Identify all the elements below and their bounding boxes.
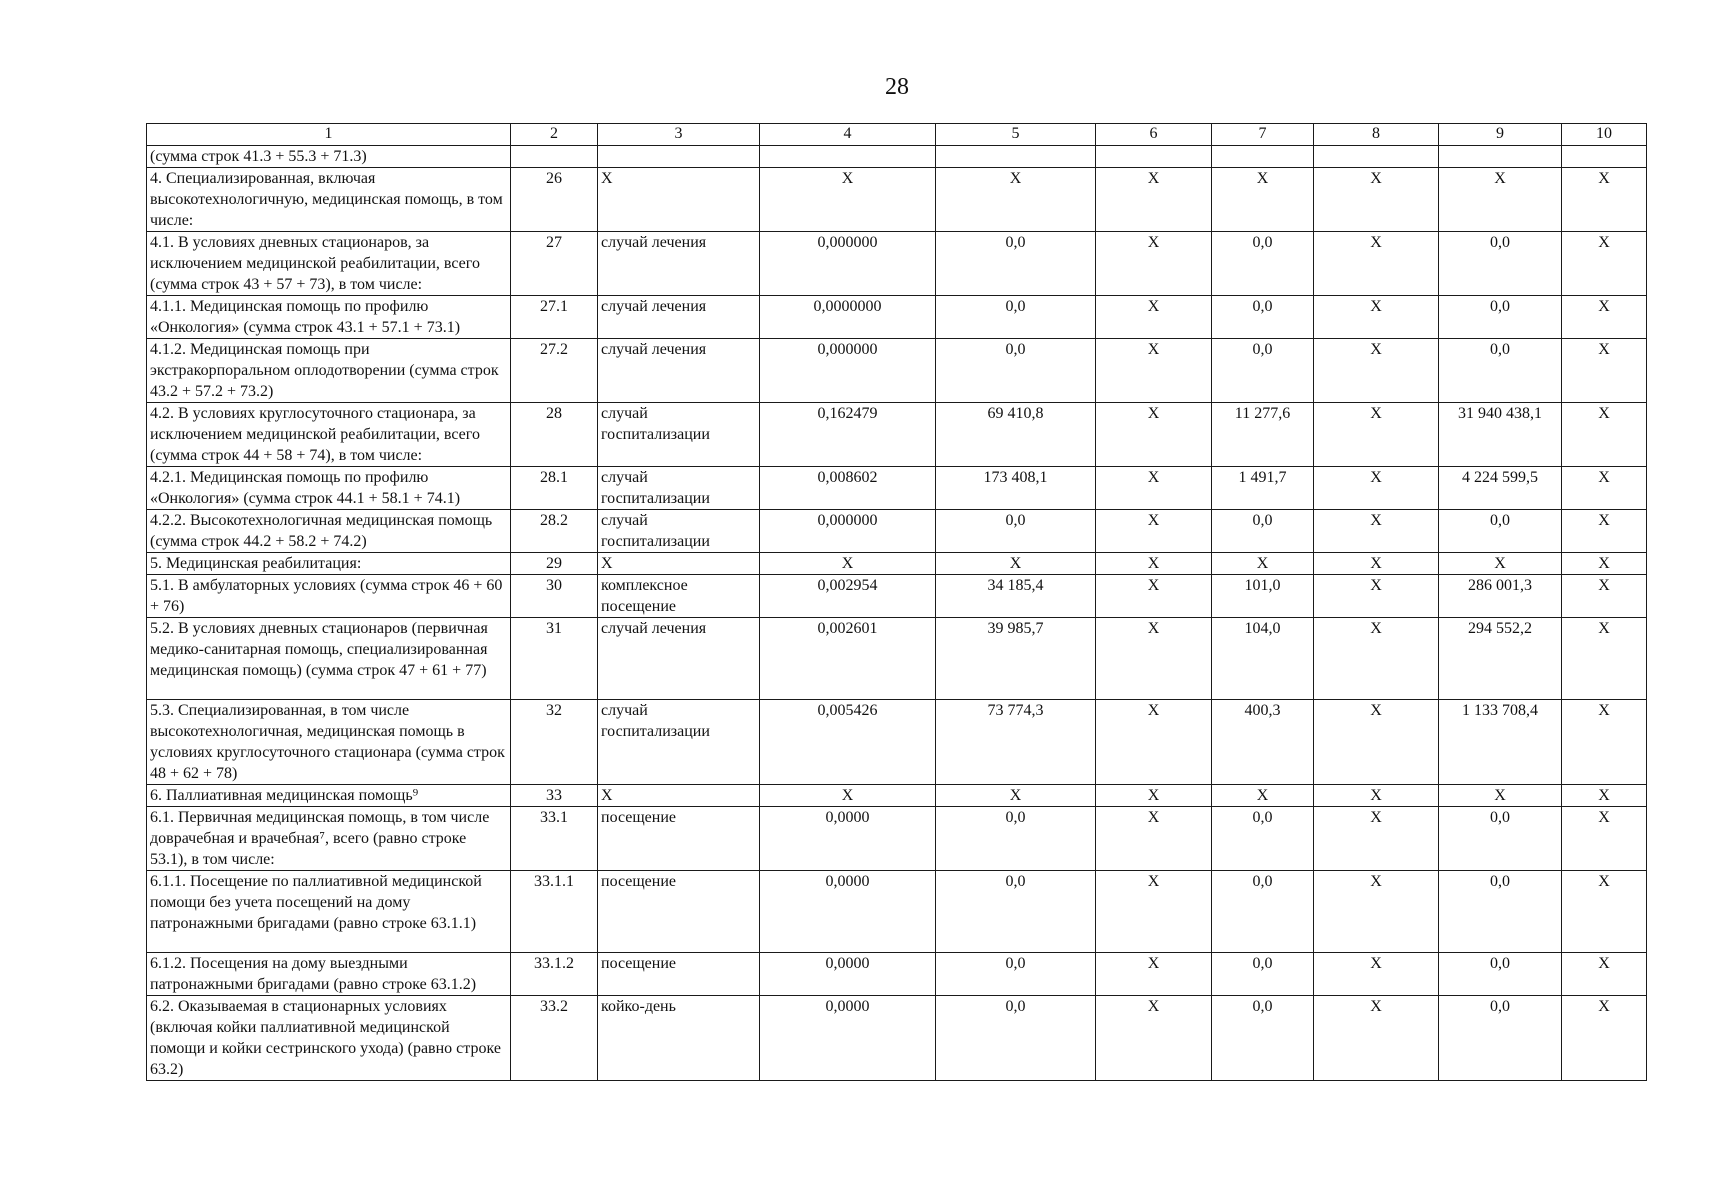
table-cell: 0,0 bbox=[1439, 510, 1562, 553]
table-cell: Х bbox=[1096, 785, 1212, 807]
table-cell: случай лечения bbox=[598, 339, 760, 403]
table-cell: 4.2. В условиях круглосуточного стационара, за исключением медицинской реабилитации, всего (сумма строк 44 + 58 + 74), в том числе: bbox=[147, 403, 511, 467]
table-cell: 30 bbox=[511, 575, 598, 618]
table-cell: 0,0 bbox=[1212, 510, 1314, 553]
table-cell: Х bbox=[1096, 871, 1212, 953]
table-cell: 4.2.1. Медицинская помощь по профилю «Онкология» (сумма строк 44.1 + 58.1 + 74.1) bbox=[147, 467, 511, 510]
table-cell bbox=[1096, 146, 1212, 168]
table-row bbox=[147, 232, 1647, 296]
table-cell bbox=[598, 146, 760, 168]
table-cell: 39 985,7 bbox=[936, 618, 1096, 700]
table-cell: Х bbox=[1314, 953, 1439, 996]
table-cell: Х bbox=[1314, 700, 1439, 785]
table-row bbox=[147, 146, 1647, 168]
table-cell: 33.2 bbox=[511, 996, 598, 1081]
table-cell: 0,0 bbox=[936, 871, 1096, 953]
table-cell bbox=[1212, 146, 1314, 168]
table-cell: 1 491,7 bbox=[1212, 467, 1314, 510]
table-cell: 33 bbox=[511, 785, 598, 807]
table-cell: 6.2. Оказываемая в стационарных условиях (включая койки паллиативной медицинской помощи и койки сестринского ухода) (равно строке 63.2) bbox=[147, 996, 511, 1081]
table-cell: 6.1.2. Посещения на дому выездными патронажными бригадами (равно строке 63.1.2) bbox=[147, 953, 511, 996]
table-cell: Х bbox=[1096, 467, 1212, 510]
table-cell: 33.1 bbox=[511, 807, 598, 871]
table-cell: 0,0 bbox=[936, 232, 1096, 296]
table-cell: 0,005426 bbox=[760, 700, 936, 785]
table-row bbox=[147, 871, 1647, 953]
table-cell: 5. Медицинская реабилитация: bbox=[147, 553, 511, 575]
table-cell: 11 277,6 bbox=[1212, 403, 1314, 467]
table-cell: 6. Паллиативная медицинская помощь⁹ bbox=[147, 785, 511, 807]
table-cell: Х bbox=[1439, 785, 1562, 807]
table-cell: Х bbox=[1096, 618, 1212, 700]
table-cell: 5.2. В условиях дневных стационаров (первичная медико-санитарная помощь, специализированная медицинская помощь) (сумма строк 47 + 61 + 77) bbox=[147, 618, 511, 700]
table-cell: 33.1.1 bbox=[511, 871, 598, 953]
table-cell: 73 774,3 bbox=[936, 700, 1096, 785]
table-cell: Х bbox=[1212, 168, 1314, 232]
table-cell: (сумма строк 41.3 + 55.3 + 71.3) bbox=[147, 146, 511, 168]
table-cell bbox=[1562, 146, 1647, 168]
table-cell: Х bbox=[1096, 953, 1212, 996]
table-cell: Х bbox=[1562, 339, 1647, 403]
table-cell: Х bbox=[1096, 296, 1212, 339]
table-cell: 0,0 bbox=[936, 296, 1096, 339]
table-cell: 0,0 bbox=[1439, 339, 1562, 403]
table-row bbox=[147, 467, 1647, 510]
table-cell: 0,0 bbox=[936, 339, 1096, 403]
table-cell: 0,0000 bbox=[760, 953, 936, 996]
table-cell: 0,0 bbox=[1212, 996, 1314, 1081]
table-cell: 28.1 bbox=[511, 467, 598, 510]
table-cell: Х bbox=[1562, 296, 1647, 339]
table-cell: 4.1. В условиях дневных стационаров, за исключением медицинской реабилитации, всего (сумма строк 43 + 57 + 73), в том числе: bbox=[147, 232, 511, 296]
table-body bbox=[147, 146, 1647, 1081]
column-header: 10 bbox=[1562, 124, 1647, 146]
table-cell: 0,000000 bbox=[760, 339, 936, 403]
table-cell: 33.1.2 bbox=[511, 953, 598, 996]
table-cell bbox=[511, 146, 598, 168]
table-cell: 0,0 bbox=[936, 807, 1096, 871]
page-number: 28 bbox=[885, 74, 909, 100]
table-cell: койко-день bbox=[598, 996, 760, 1081]
table-cell: 6.1.1. Посещение по паллиативной медицинской помощи без учета посещений на дому патронажными бригадами (равно строке 63.1.1) bbox=[147, 871, 511, 953]
table-cell: Х bbox=[1562, 403, 1647, 467]
table-cell: 0,0 bbox=[1439, 953, 1562, 996]
table-cell: Х bbox=[936, 553, 1096, 575]
table-cell: Х bbox=[598, 553, 760, 575]
table-cell: 6.1. Первичная медицинская помощь, в том числе доврачебная и врачебная⁷, всего (равно строке 53.1), в том числе: bbox=[147, 807, 511, 871]
column-header: 4 bbox=[760, 124, 936, 146]
table-row bbox=[147, 553, 1647, 575]
table-cell: 4.1.1. Медицинская помощь по профилю «Онкология» (сумма строк 43.1 + 57.1 + 73.1) bbox=[147, 296, 511, 339]
table-cell: Х bbox=[760, 553, 936, 575]
table-cell: случай лечения bbox=[598, 296, 760, 339]
table-cell: Х bbox=[1096, 339, 1212, 403]
table-cell: 400,3 bbox=[1212, 700, 1314, 785]
table-cell: 29 bbox=[511, 553, 598, 575]
table-cell: 0,0000 bbox=[760, 871, 936, 953]
table-cell: 1 133 708,4 bbox=[1439, 700, 1562, 785]
table-cell: Х bbox=[1439, 168, 1562, 232]
table-cell: Х bbox=[760, 785, 936, 807]
table-cell: Х bbox=[1314, 339, 1439, 403]
table-cell: Х bbox=[1562, 553, 1647, 575]
table-cell: 0,000000 bbox=[760, 510, 936, 553]
table-cell: случай госпитализации bbox=[598, 510, 760, 553]
table-cell: 0,0 bbox=[1439, 996, 1562, 1081]
table-row bbox=[147, 168, 1647, 232]
table-cell: Х bbox=[1314, 467, 1439, 510]
table-cell: 286 001,3 bbox=[1439, 575, 1562, 618]
table-cell: Х bbox=[1562, 168, 1647, 232]
table-cell: Х bbox=[1314, 403, 1439, 467]
table-cell: посещение bbox=[598, 953, 760, 996]
table-cell: 31 940 438,1 bbox=[1439, 403, 1562, 467]
table-cell: Х bbox=[1314, 575, 1439, 618]
table-cell: 0,0 bbox=[936, 510, 1096, 553]
table-cell: Х bbox=[1562, 618, 1647, 700]
table-cell: Х bbox=[1562, 510, 1647, 553]
table-row bbox=[147, 700, 1647, 785]
table-cell: 0,0 bbox=[1439, 871, 1562, 953]
table-cell: Х bbox=[1314, 553, 1439, 575]
table-cell: Х bbox=[1314, 996, 1439, 1081]
table-cell: 0,0000000 bbox=[760, 296, 936, 339]
table-cell: Х bbox=[1562, 575, 1647, 618]
table-row bbox=[147, 953, 1647, 996]
table-row bbox=[147, 996, 1647, 1081]
table-cell: 0,002601 bbox=[760, 618, 936, 700]
table-cell bbox=[760, 146, 936, 168]
table-cell: комплексное посещение bbox=[598, 575, 760, 618]
table-row bbox=[147, 339, 1647, 403]
data-table bbox=[146, 123, 1647, 1081]
table-cell: 31 bbox=[511, 618, 598, 700]
table-cell: 101,0 bbox=[1212, 575, 1314, 618]
table-cell: 4.2.2. Высокотехнологичная медицинская помощь (сумма строк 44.2 + 58.2 + 74.2) bbox=[147, 510, 511, 553]
column-header: 2 bbox=[511, 124, 598, 146]
table-cell: Х bbox=[1096, 403, 1212, 467]
table-cell: Х bbox=[1314, 618, 1439, 700]
table-cell: 0,0 bbox=[1439, 807, 1562, 871]
table-row bbox=[147, 807, 1647, 871]
table-cell: Х bbox=[1096, 553, 1212, 575]
table-cell: Х bbox=[1562, 785, 1647, 807]
table-cell: Х bbox=[1096, 510, 1212, 553]
table-cell: 28 bbox=[511, 403, 598, 467]
table-cell: 27 bbox=[511, 232, 598, 296]
table-cell: посещение bbox=[598, 807, 760, 871]
table-cell: Х bbox=[1562, 467, 1647, 510]
column-header: 3 bbox=[598, 124, 760, 146]
table-row bbox=[147, 785, 1647, 807]
table-cell: 0,0 bbox=[1212, 953, 1314, 996]
table-cell: 0,0 bbox=[1212, 296, 1314, 339]
table-cell: 0,0 bbox=[1212, 232, 1314, 296]
table-cell: 5.3. Специализированная, в том числе высокотехнологичная, медицинская помощь в условиях круглосуточного стационара (сумма строк 48 + 62 + 78) bbox=[147, 700, 511, 785]
table-row bbox=[147, 403, 1647, 467]
table-cell: Х bbox=[760, 168, 936, 232]
table-cell: 0,0000 bbox=[760, 996, 936, 1081]
table-cell: 32 bbox=[511, 700, 598, 785]
table-cell: 104,0 bbox=[1212, 618, 1314, 700]
table-cell: Х bbox=[1314, 168, 1439, 232]
table-cell: 0,008602 bbox=[760, 467, 936, 510]
table-cell: 34 185,4 bbox=[936, 575, 1096, 618]
table-cell: 0,0 bbox=[936, 996, 1096, 1081]
column-header: 6 bbox=[1096, 124, 1212, 146]
table-cell: Х bbox=[1314, 296, 1439, 339]
table-cell: 0,0 bbox=[1439, 296, 1562, 339]
table-cell: Х bbox=[1314, 232, 1439, 296]
table-cell: 69 410,8 bbox=[936, 403, 1096, 467]
table-row bbox=[147, 296, 1647, 339]
table-cell: 294 552,2 bbox=[1439, 618, 1562, 700]
table-cell: 0,0 bbox=[1212, 871, 1314, 953]
table-cell: Х bbox=[1096, 700, 1212, 785]
table-cell: Х bbox=[1096, 996, 1212, 1081]
column-header: 7 bbox=[1212, 124, 1314, 146]
table-cell: Х bbox=[598, 168, 760, 232]
table-cell: 0,0 bbox=[936, 953, 1096, 996]
table-cell: Х bbox=[1562, 807, 1647, 871]
table-cell: Х bbox=[1212, 785, 1314, 807]
table-cell: Х bbox=[1212, 553, 1314, 575]
table-cell: Х bbox=[1096, 232, 1212, 296]
column-header: 1 bbox=[147, 124, 511, 146]
table-cell: 5.1. В амбулаторных условиях (сумма строк 46 + 60 + 76) bbox=[147, 575, 511, 618]
table-cell: Х bbox=[1562, 871, 1647, 953]
table-cell: 0,162479 bbox=[760, 403, 936, 467]
table-cell: Х bbox=[1562, 953, 1647, 996]
table-cell: 4. Специализированная, включая высокотехнологичную, медицинская помощь, в том числе: bbox=[147, 168, 511, 232]
table-cell: 27.1 bbox=[511, 296, 598, 339]
table-cell: 4 224 599,5 bbox=[1439, 467, 1562, 510]
table-cell: 26 bbox=[511, 168, 598, 232]
column-header: 8 bbox=[1314, 124, 1439, 146]
table-cell: Х bbox=[1439, 553, 1562, 575]
table-cell: Х bbox=[1562, 996, 1647, 1081]
table-cell: Х bbox=[1096, 807, 1212, 871]
table-cell: 4.1.2. Медицинская помощь при экстракорпоральном оплодотворении (сумма строк 43.2 + 57.2 + 73.2) bbox=[147, 339, 511, 403]
column-header: 5 bbox=[936, 124, 1096, 146]
table-cell: случай госпитализации bbox=[598, 700, 760, 785]
table-cell: случай лечения bbox=[598, 618, 760, 700]
table-row bbox=[147, 618, 1647, 700]
table-cell: Х bbox=[1562, 700, 1647, 785]
table-cell: Х bbox=[936, 785, 1096, 807]
table-row bbox=[147, 510, 1647, 553]
table-cell: 27.2 bbox=[511, 339, 598, 403]
table-cell: посещение bbox=[598, 871, 760, 953]
table-cell: Х bbox=[1096, 168, 1212, 232]
table-cell: Х bbox=[1314, 510, 1439, 553]
table-cell: случай госпитализации bbox=[598, 403, 760, 467]
table-cell: Х bbox=[1562, 232, 1647, 296]
table-row bbox=[147, 575, 1647, 618]
table-cell: Х bbox=[1314, 871, 1439, 953]
table-cell: Х bbox=[1314, 807, 1439, 871]
table-cell: 0,0 bbox=[1212, 807, 1314, 871]
table-cell bbox=[1314, 146, 1439, 168]
table-cell bbox=[936, 146, 1096, 168]
table-cell: Х bbox=[1314, 785, 1439, 807]
table-cell: 28.2 bbox=[511, 510, 598, 553]
header-row bbox=[147, 124, 1647, 146]
table-cell: 0,0000 bbox=[760, 807, 936, 871]
table-cell: 173 408,1 bbox=[936, 467, 1096, 510]
table-cell: случай лечения bbox=[598, 232, 760, 296]
table-cell: Х bbox=[598, 785, 760, 807]
table-cell: 0,0 bbox=[1212, 339, 1314, 403]
table-cell: Х bbox=[936, 168, 1096, 232]
table-cell: 0,002954 bbox=[760, 575, 936, 618]
table-cell bbox=[1439, 146, 1562, 168]
table-cell: случай госпитализации bbox=[598, 467, 760, 510]
column-header: 9 bbox=[1439, 124, 1562, 146]
table-cell: 0,0 bbox=[1439, 232, 1562, 296]
table-cell: Х bbox=[1096, 575, 1212, 618]
table-cell: 0,000000 bbox=[760, 232, 936, 296]
